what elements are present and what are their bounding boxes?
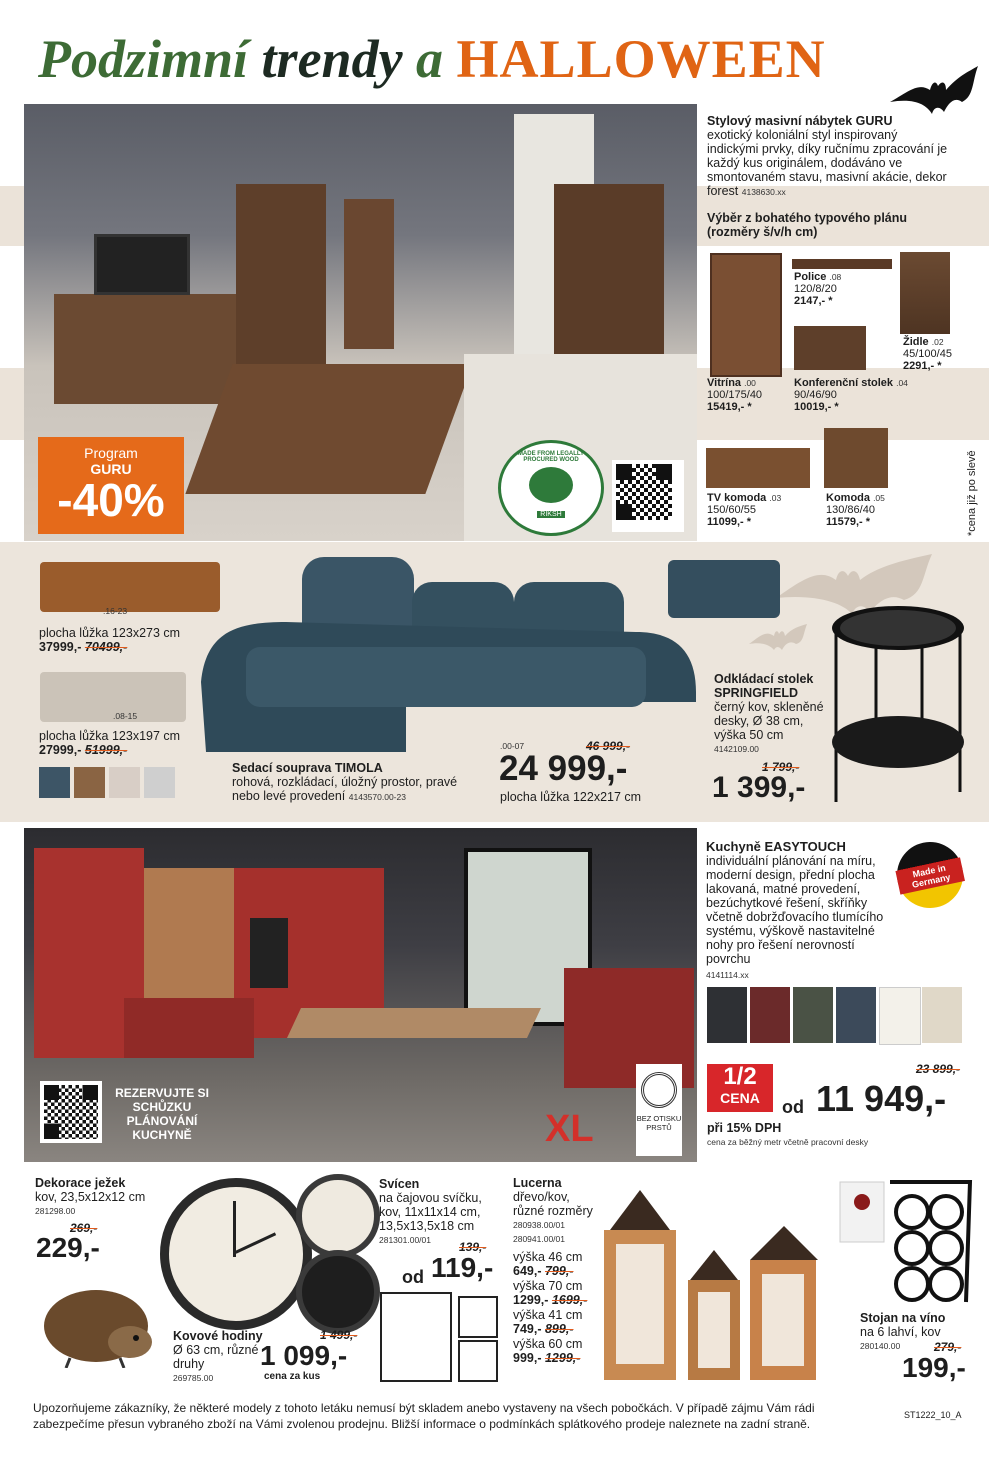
kitchen-front-swatch: [836, 987, 876, 1043]
timola-old-price: 46 999,-: [586, 739, 631, 753]
fingerprint-badge: BEZ OTISKU PRSTŮ: [636, 1064, 682, 1156]
page-code: ST1222_10_A: [904, 1410, 962, 1420]
reserve-appointment-text: REZERVUJTE SI SCHŮZKU PLÁNOVÁNÍ KUCHYNĚ: [115, 1086, 209, 1142]
candle-holder-large-image: [380, 1292, 452, 1382]
wall-clock-large-image: [160, 1178, 312, 1330]
candle-holder-small-image: [458, 1296, 498, 1338]
kitchen-front-swatch: [879, 987, 921, 1045]
bat-icon: [748, 622, 808, 652]
hedgehog-image: [30, 1278, 160, 1368]
tv-komoda-image: [706, 448, 810, 488]
wine-rack-info: Stojan na víno na 6 lahví, kov 280140.00: [860, 1311, 946, 1351]
sofa-variant-1-image: [40, 562, 220, 612]
timola-info: Sedací souprava TIMOLA rohová, rozkládací, úložný prostor, pravé nebo levé provedení 4143570.00-23: [232, 761, 458, 803]
color-swatch-grey[interactable]: [144, 767, 175, 798]
wall-clock-dark-image: [296, 1250, 380, 1334]
footer-disclaimer: Upozorňujeme zákazníky, že některé modely z tohoto letáku nemusí být skladem anebo vystaveny na všech pobočkách. V případě zájmu Vám rádi zabezpečíme přesun vybraného zboží na Vámi zvolenou prodejnu. Bližší informace o podmínkách splátkového prodeje naleznete na zadní straně.: [33, 1401, 815, 1431]
komoda-image: [824, 428, 888, 488]
hedgehog-price: 229,-: [36, 1232, 100, 1263]
item-tv-komoda: TV komoda .03 150/60/55 11099,- *: [707, 492, 782, 528]
item-konferencni-stolek: Konferenční stolek .04 90/46/90 10019,- *: [794, 377, 908, 413]
color-swatch-beige[interactable]: [109, 767, 140, 798]
item-komoda: Komoda .05 130/86/40 11579,- *: [826, 492, 885, 528]
sofa-bed-storage-image: [668, 560, 780, 618]
color-swatch-blue[interactable]: [39, 767, 70, 798]
timola-price: 24 999,-: [499, 749, 628, 788]
qr-code[interactable]: [612, 460, 684, 532]
candle-info: Svícen na čajovou svíčku, kov, 11x11x14 cm, 13,5x13,5x18 cm 281301.00/01: [379, 1177, 482, 1245]
clocks-info: Kovové hodiny Ø 63 cm, různé druhy 269785.00: [173, 1329, 263, 1383]
easytouch-od: od: [782, 1097, 804, 1117]
lanterns-image: [598, 1170, 820, 1392]
candle-od: od: [402, 1267, 424, 1287]
clocks-note: cena za kus: [264, 1371, 321, 1382]
zidle-image: [900, 252, 950, 334]
price-note: *cena již po slevě: [966, 450, 978, 536]
candle-price: 119,-: [431, 1252, 494, 1283]
konferencni-stolek-image: [794, 326, 866, 370]
xl-logo: XL: [545, 1108, 594, 1150]
fingerprint-icon: [641, 1072, 677, 1108]
kitchen-front-swatch: [922, 987, 962, 1043]
easytouch-price: 11 949,-: [816, 1078, 947, 1119]
item-vitrina: Vitrína .00 100/175/40 15419,- *: [707, 377, 763, 413]
sofa-variant-2-code: .08-15: [113, 711, 138, 721]
half-price-badge: 1/2 CENA: [707, 1064, 773, 1112]
hedgehog-info: Dekorace ježek kov, 23,5x12x12 cm 281298.00: [35, 1176, 146, 1216]
springfield-old-price: 1 799,-: [762, 760, 800, 774]
kitchen-front-swatch: [793, 987, 833, 1043]
springfield-table-image: [826, 602, 970, 812]
item-police: Police .08 120/8/20 2147,- *: [794, 271, 842, 307]
springfield-info: Odkládací stolek SPRINGFIELD černý kov, skleněné desky, Ø 38 cm, výška 50 cm 4142109.00: [714, 672, 824, 754]
candle-old-price: 139,-: [459, 1240, 487, 1254]
vitrina-image: [710, 253, 782, 377]
kitchen-front-swatch: [750, 987, 790, 1043]
made-in-germany-badge: Made in Germany: [891, 836, 969, 914]
legal-wood-seal: MADE FROM LEGALLY PROCURED WOOD RIKSH: [498, 440, 604, 536]
easytouch-info: Kuchyně EASYTOUCH individuální plánování na míru, moderní design, přední plocha lakovaná, matné provedení, bezúchytkové řešení, skříňky včetně dobržďovacího tlumícího systému, výškově nastavitelné nohy pro řešení nerovností povrchu 4141114.xx: [706, 839, 884, 980]
guru-info: Stylový masivní nábytek GURU exotický koloniální styl inspirovaný indickými prvky, díky ručnímu zpracování je každý kus originálem, dodáváno ve smontovaném stavu, masivní akácie, dekor forest 4138630.xx Výběr z bohatého typového plánu (rozměry š/v/h cm): [707, 114, 948, 239]
candle-holder-small-image: [458, 1340, 498, 1382]
color-swatch-brown[interactable]: [74, 767, 105, 798]
clocks-price: 1 099,-: [260, 1340, 348, 1371]
kitchen-front-swatch: [707, 987, 747, 1043]
easytouch-old-price: 23 899,-: [916, 1062, 961, 1076]
lantern-info: Lucerna dřevo/kov, různé rozměry 280938.00/01 280941.00/01: [513, 1176, 593, 1244]
sofa-variant-1-code: .16-23: [103, 606, 128, 616]
lantern-sizes: výška 46 cm 649,- 799,- výška 70 cm 1299,- 1699,- výška 41 cm 749,- 899,- výška 60 cm 999,- 1299,-: [513, 1250, 588, 1365]
wine-rack-old-price: 279,-: [934, 1340, 962, 1354]
sofa-variant-1-info: plocha lůžka 123x273 cm 37999,- 70499,-: [39, 626, 181, 654]
qr-code[interactable]: [40, 1081, 102, 1143]
item-zidle: Židle .02 45/100/45 2291,- *: [903, 336, 952, 372]
timola-bed: plocha lůžka 122x217 cm: [500, 790, 642, 804]
timola-sofa-image: [196, 552, 702, 757]
police-image: [792, 259, 892, 269]
page-title: Podzimní trendy a HALLOWEEN: [38, 29, 826, 89]
easytouch-vat-note: cena za běžný metr včetně pracovní desky: [707, 1137, 869, 1147]
clocks-old-price: 1 499,-: [320, 1328, 358, 1342]
wine-rack-price: 199,-: [902, 1352, 966, 1383]
wall-clock-small-image: [296, 1174, 380, 1258]
sofa-variant-2-info: plocha lůžka 123x197 cm 27999,- 51999,-: [39, 729, 181, 757]
wine-rack-image: [830, 1172, 976, 1308]
easytouch-vat: při 15% DPH: [707, 1121, 782, 1135]
program-guru-badge: Program GURU -40%: [38, 437, 184, 534]
timola-variant-code: .00-07: [500, 741, 525, 751]
hedgehog-old-price: 269,-: [70, 1221, 98, 1235]
springfield-price: 1 399,-: [712, 771, 806, 804]
